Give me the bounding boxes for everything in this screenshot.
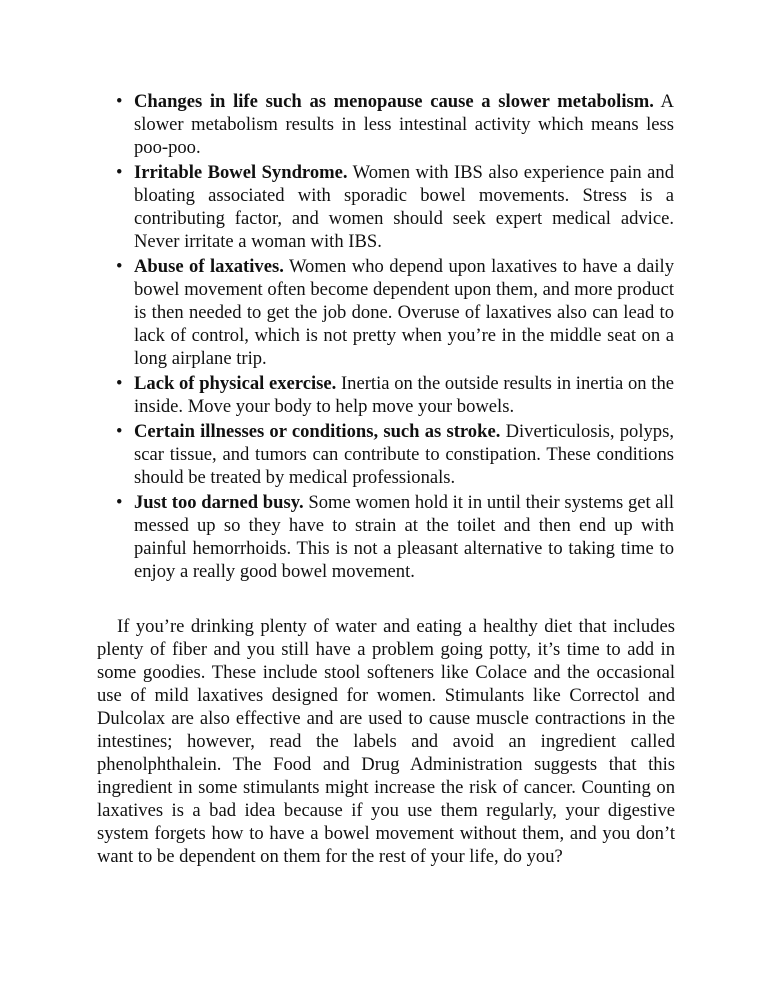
- bullet-heading: Irritable Bowel Syndrome.: [134, 162, 348, 183]
- bullet-marker: •: [116, 256, 123, 277]
- bullet-body: [134, 420, 674, 489]
- bullet-item-exercise: [0, 372, 772, 418]
- bullet-body: [134, 491, 674, 583]
- bullet-heading: Certain illnesses or conditions, such as stroke.: [134, 421, 501, 442]
- bullet-heading: Just too darned busy.: [134, 492, 304, 513]
- bullet-body: [134, 255, 674, 370]
- bullet-item-illnesses: [0, 420, 772, 489]
- bullet-marker: •: [116, 421, 123, 442]
- bullet-text: Women who depend upon laxatives to have a daily bowel movement often become dependent upon them, and more product is then needed to get the job done. Overuse of laxatives also can lead to lack of control, which is not pretty when you’re in the middle seat on a long airplane trip.: [134, 256, 674, 369]
- bullet-text: Inertia on the outside results in inertia on the inside. Move your body to help move your bowels.: [134, 373, 674, 417]
- bullet-text: Some women hold it in until their systems get all messed up so they have to strain at the toilet and then end up with painful hemorrhoids. This is not a pleasant alternative to taking time to enjoy a really good bowel movement.: [134, 492, 674, 582]
- bullet-text: Women with IBS also experience pain and bloating associated with sporadic bowel movements. Stress is a contributing factor, and women should seek expert medical advice. Never irritate a woman with IBS.: [134, 162, 675, 252]
- bullet-body: [134, 90, 674, 159]
- bullet-marker: •: [116, 373, 123, 394]
- bullet-item-ibs: [0, 161, 772, 253]
- bullet-heading: Changes in life such as menopause cause a slower metabolism.: [134, 91, 654, 112]
- bullet-item-menopause: [0, 90, 772, 159]
- bullet-body: [134, 372, 674, 418]
- body-paragraph: If you’re drinking plenty of water and eating a healthy diet that includes plenty of fiber and you still have a problem going potty, it’s time to add in some goodies. These include stool softeners like Colace and the occasional use of mild laxatives designed for women. Stimulants like Correctol and Dulcolax are also effective and are used to cause muscle contractions in the intestines; however, read the labels and avoid an ingredient called phenolphthalein. The Food and Drug Administration suggests that this ingredient in some stimulants might increase the risk of cancer. Counting on laxatives is a bad idea because if you use them regularly, your digestive system forgets how to have a bowel movement without them, and you don’t want to be dependent on them for the rest of your life, do you?: [97, 616, 675, 867]
- bullet-item-busy: [0, 491, 772, 583]
- bullet-item-laxatives: [0, 255, 772, 370]
- bullet-marker: •: [116, 162, 123, 183]
- bullet-text: Diverticulosis, polyps, scar tissue, and tumors can contribute to constipation. These conditions should be treated by medical professionals.: [134, 421, 674, 488]
- bullet-marker: •: [116, 492, 123, 513]
- bullet-heading: Lack of physical exercise.: [134, 373, 337, 394]
- causes-bullet-list: [0, 90, 772, 585]
- bullet-marker: •: [116, 91, 123, 112]
- bullet-body: [134, 161, 674, 253]
- bullet-heading: Abuse of laxatives.: [134, 256, 284, 277]
- bullet-text: A slower metabolism results in less intestinal activity which means less poo-poo.: [134, 91, 674, 158]
